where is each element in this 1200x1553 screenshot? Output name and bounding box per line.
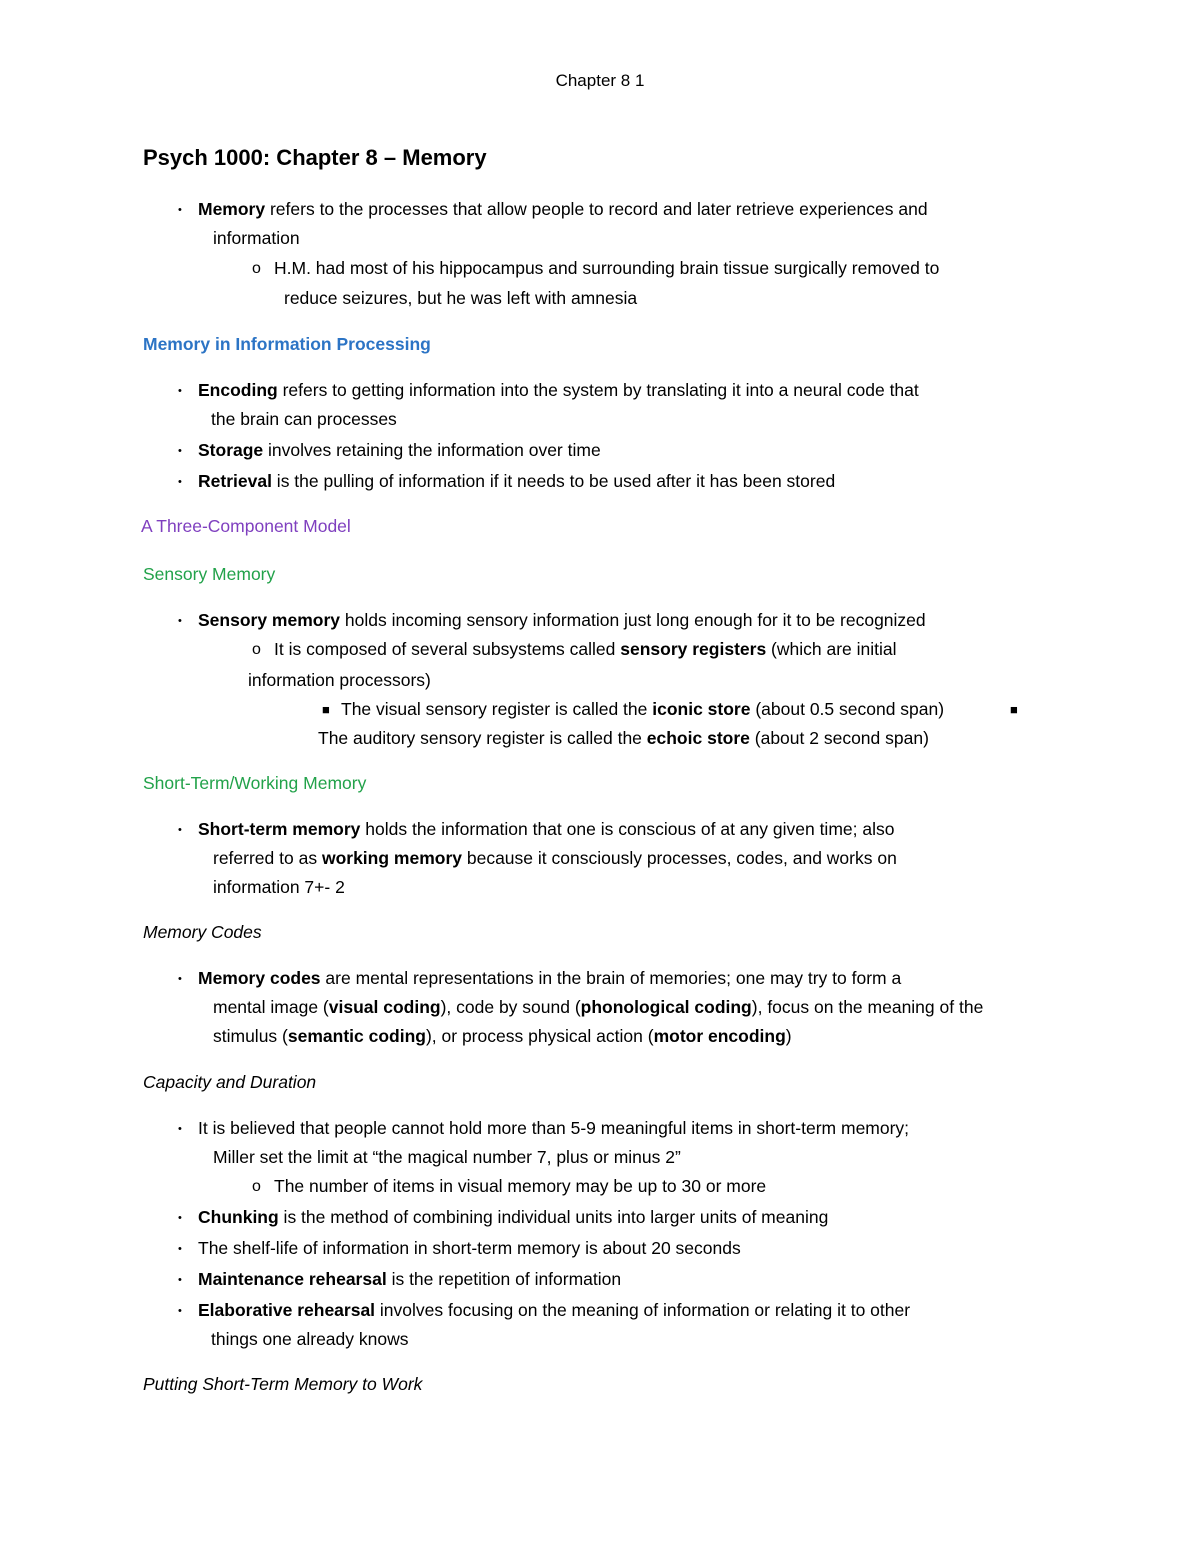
storage-line: Storage involves retaining the information over time — [198, 440, 601, 460]
bullet-glyph: • — [178, 476, 182, 488]
stm-line-3: information 7+- 2 — [213, 877, 345, 897]
square-bullet-glyph: ■ — [1010, 702, 1018, 717]
section-heading-sensory-memory: Sensory Memory — [143, 564, 276, 584]
retrieval-line: Retrieval is the pulling of information if it needs to be used after it has been stored — [198, 471, 836, 491]
bullet-glyph: • — [178, 1243, 182, 1255]
bullet-glyph: • — [178, 973, 182, 985]
maintenance-line: Maintenance rehearsal is the repetition of information — [198, 1269, 622, 1289]
bullet-glyph: • — [178, 824, 182, 836]
echoic-store-line: The auditory sensory register is called the echoic store (about 2 second span) — [318, 728, 929, 748]
bullet-glyph: • — [178, 1123, 182, 1135]
stm-line-1: Short-term memory holds the information that one is conscious of at any given time; also — [198, 819, 895, 839]
bullet-glyph: • — [178, 615, 182, 627]
page-title: Psych 1000: Chapter 8 – Memory — [143, 145, 487, 170]
page-header: Chapter 8 1 — [555, 71, 645, 90]
encoding-line-2: the brain can processes — [211, 409, 397, 429]
intro-bullet-line-2: information — [213, 228, 300, 248]
term-memory: Memory — [198, 199, 266, 219]
sensory-registers-line-1: It is composed of several subsystems called sensory registers (which are initial — [274, 639, 897, 659]
bullet-glyph: • — [178, 445, 182, 457]
section-heading-short-term-memory: Short-Term/Working Memory — [143, 773, 367, 793]
bullet-glyph: • — [178, 1212, 182, 1224]
bullet-glyph: • — [178, 1274, 182, 1286]
stm-line-2: referred to as working memory because it consciously processes, codes, and works on — [213, 848, 897, 868]
shelf-life-line: The shelf-life of information in short-term memory is about 20 seconds — [198, 1238, 741, 1258]
hm-line-1: H.M. had most of his hippocampus and surrounding brain tissue surgically removed to — [274, 258, 940, 278]
bullet-glyph: • — [178, 204, 182, 216]
section-heading-capacity-duration: Capacity and Duration — [143, 1072, 317, 1092]
sub-bullet-glyph: o — [252, 641, 261, 658]
codes-line-1: Memory codes are mental representations in the brain of memories; one may try to form a — [198, 968, 902, 988]
section-heading-putting-stm-to-work: Putting Short-Term Memory to Work — [143, 1374, 423, 1394]
capacity-line-2: Miller set the limit at “the magical number 7, plus or minus 2” — [213, 1147, 681, 1167]
sensory-registers-line-2: information processors) — [248, 670, 431, 690]
capacity-line-1: It is believed that people cannot hold more than 5-9 meaningful items in short-term memory; — [198, 1118, 910, 1138]
chunking-line: Chunking is the method of combining individual units into larger units of meaning — [198, 1207, 829, 1227]
elaborative-line-2: things one already knows — [211, 1329, 409, 1349]
hm-line-2: reduce seizures, but he was left with amnesia — [284, 288, 638, 308]
codes-line-2: mental image (visual coding), code by sound (phonological coding), focus on the meaning of the — [213, 997, 984, 1017]
intro-bullet-line-1: Memory refers to the processes that allow people to record and later retrieve experiences and — [198, 199, 928, 219]
visual-memory-line: The number of items in visual memory may be up to 30 or more — [274, 1176, 767, 1196]
square-bullet-glyph: ■ — [322, 702, 330, 717]
section-heading-memory-codes: Memory Codes — [143, 922, 262, 942]
sensory-memory-line: Sensory memory holds incoming sensory information just long enough for it to be recognized — [198, 610, 926, 630]
section-heading-info-processing: Memory in Information Processing — [143, 334, 431, 354]
section-heading-three-component-model: A Three-Component Model — [141, 516, 351, 536]
codes-line-3: stimulus (semantic coding), or process physical action (motor encoding) — [213, 1026, 792, 1046]
bullet-glyph: • — [178, 385, 182, 397]
sub-bullet-glyph: o — [252, 260, 261, 277]
sub-bullet-glyph: o — [252, 1178, 261, 1195]
elaborative-line-1: Elaborative rehearsal involves focusing on the meaning of information or relating it to other — [198, 1300, 911, 1320]
bullet-glyph: • — [178, 1305, 182, 1317]
iconic-store-line: The visual sensory register is called the iconic store (about 0.5 second span) — [341, 699, 945, 719]
encoding-line-1: Encoding refers to getting information into the system by translating it into a neural code that — [198, 380, 919, 400]
